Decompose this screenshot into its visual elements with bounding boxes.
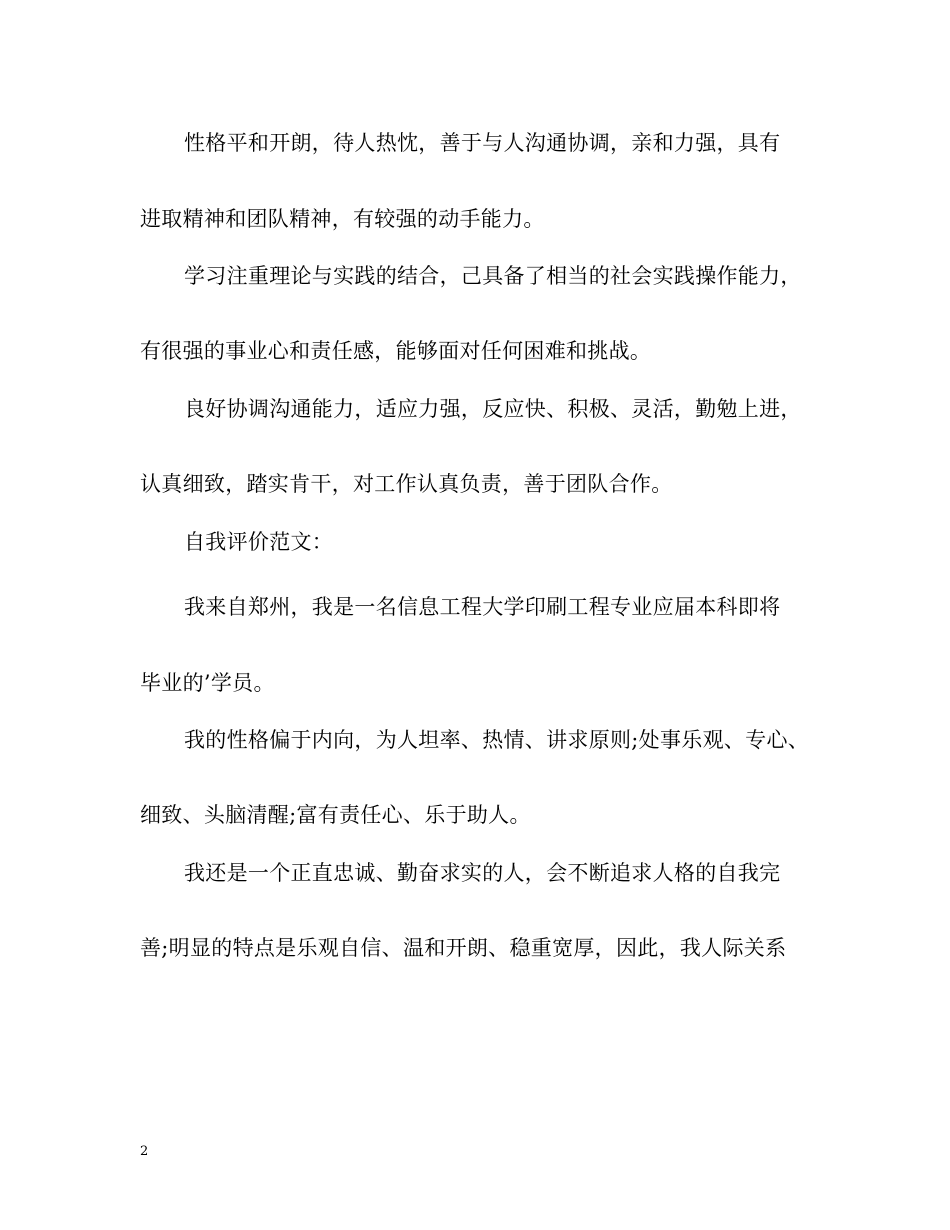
- paragraph-7-line-1: 我还是一个正直忠诚、勤奋求实的人，会不断追求人格的自我完: [184, 861, 781, 885]
- paragraph-5-line-2: 毕业的’学员。: [140, 671, 275, 695]
- paragraph-3-line-1: 良好协调沟通能力，适应力强，反应快、积极、灵活，勤勉上进，: [184, 397, 802, 421]
- paragraph-2-line-2: 有很强的事业心和责任感，能够面对任何困难和挑战。: [140, 339, 652, 363]
- page-number: 2: [140, 1144, 149, 1159]
- paragraph-6-line-1: 我的性格偏于内向，为人坦率、热情、讲求原则;处事乐观、专心、: [184, 728, 810, 752]
- paragraph-1-line-2: 进取精神和团队精神，有较强的动手能力。: [140, 207, 545, 231]
- paragraph-2-line-1: 学习注重理论与实践的结合，己具备了相当的社会实践操作能力，: [184, 264, 802, 288]
- paragraph-6-line-2: 细致、头脑清醒;富有责任心、乐于助人。: [140, 803, 531, 827]
- paragraph-5-line-1: 我来自郑州，我是一名信息工程大学印刷工程专业应届本科即将: [184, 595, 781, 619]
- paragraph-7-line-2: 善;明显的特点是乐观自信、温和开朗、稳重宽厚，因此，我人际关系: [140, 936, 787, 960]
- paragraph-1-line-1: 性格平和开朗，待人热忱，善于与人沟通协调，亲和力强，具有: [184, 131, 781, 155]
- paragraph-3-line-2: 认真细致，踏实肯干，对工作认真负责，善于团队合作。: [140, 472, 673, 496]
- section-heading-self-evaluation: 自我评价范文：: [184, 530, 334, 554]
